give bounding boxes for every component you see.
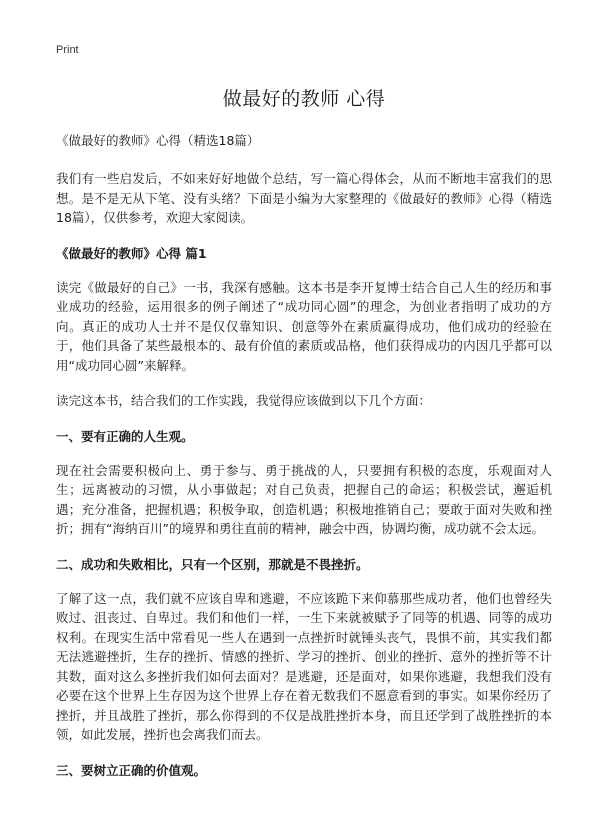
- page-title: 做最好的教师 心得: [222, 88, 386, 110]
- intro-paragraph: 我们有一些启发后，不如来好好地做个总结，写一篇心得体会，从而不断地丰富我们的思想。是不是无从下笔、没有头绪？下面是小编为大家整理的《做最好的教师》心得（精选18篇），仅供参考，欢迎大家阅读。: [56, 171, 552, 225]
- paragraph-4: 了解了这一点，我们就不应该自卑和逃避，不应该跪下来仰慕那些成功者，他们也曾经失败过、沮丧过、自卑过。我们和他们一样，一生下来就被赋予了同等的机遇、同等的成功权利。在现实生活中常看见一些人在遇到一点挫折时就锤头丧气，畏惧不前，其实我们都无法逃避挫折，生存的挫折、情感的挫折、学习的挫折、创业的挫折、意外的挫折等不计其数，面对这么多挫折我们如何去面对？是逃避，还是面对，如果你逃避，我想我们没有必要在这个世界上生存因为这个世界上存在着无数我们不愿意看到的事实。如果你经历了挫折，并且战胜了挫折，那么你得到的不仅是战胜挫折本身，而且还学到了战胜挫折的本领，如此发展，挫折也会离我们而去。: [56, 590, 552, 742]
- section-heading-2: 二、成功和失败相比，只有一个区别，那就是不畏挫折。: [56, 556, 369, 572]
- section-heading-1: 一、要有正确的人生观。: [56, 428, 194, 444]
- paragraph-2: 读完这本书，结合我们的工作实践，我觉得应该做到以下几个方面：: [56, 393, 432, 408]
- section-heading-3: 三、要树立正确的价值观。: [56, 762, 207, 778]
- paragraph-3: 现在社会需要积极向上、勇于参与、勇于挑战的人，只要拥有积极的态度，乐观面对人生；远离被动的习惯，从小事做起；对自己负责，把握自己的命运；积极尝试，邂逅机遇；充分准备，把握机遇；积极争取，创造机遇；积极地推销自己；要敢于面对失败和挫折；拥有“海纳百川”的境界和勇往直前的精神，融会中西，协调均衡，成功就不会太远。: [56, 462, 552, 536]
- part-heading: 《做最好的教师》心得 篇1: [56, 245, 207, 261]
- print-label: Print: [56, 44, 79, 56]
- paragraph-1: 读完《做最好的自己》一书，我深有感触。这本书是李开复博士结合自己人生的经历和事业成功的经验，运用很多的例子阐述了“成功同心圆”的理念，为创业者指明了成功的方向。真正的成功人士并不是仅仅靠知识、创意等外在素质赢得成功，他们成功的经验在于，他们具备了某些最根本的、最有价值的素质或品格，他们获得成功的内因几乎都可以用“成功同心圆”来解释。: [56, 279, 552, 373]
- document-subtitle: 《做最好的教师》心得（精选18篇）: [56, 133, 260, 148]
